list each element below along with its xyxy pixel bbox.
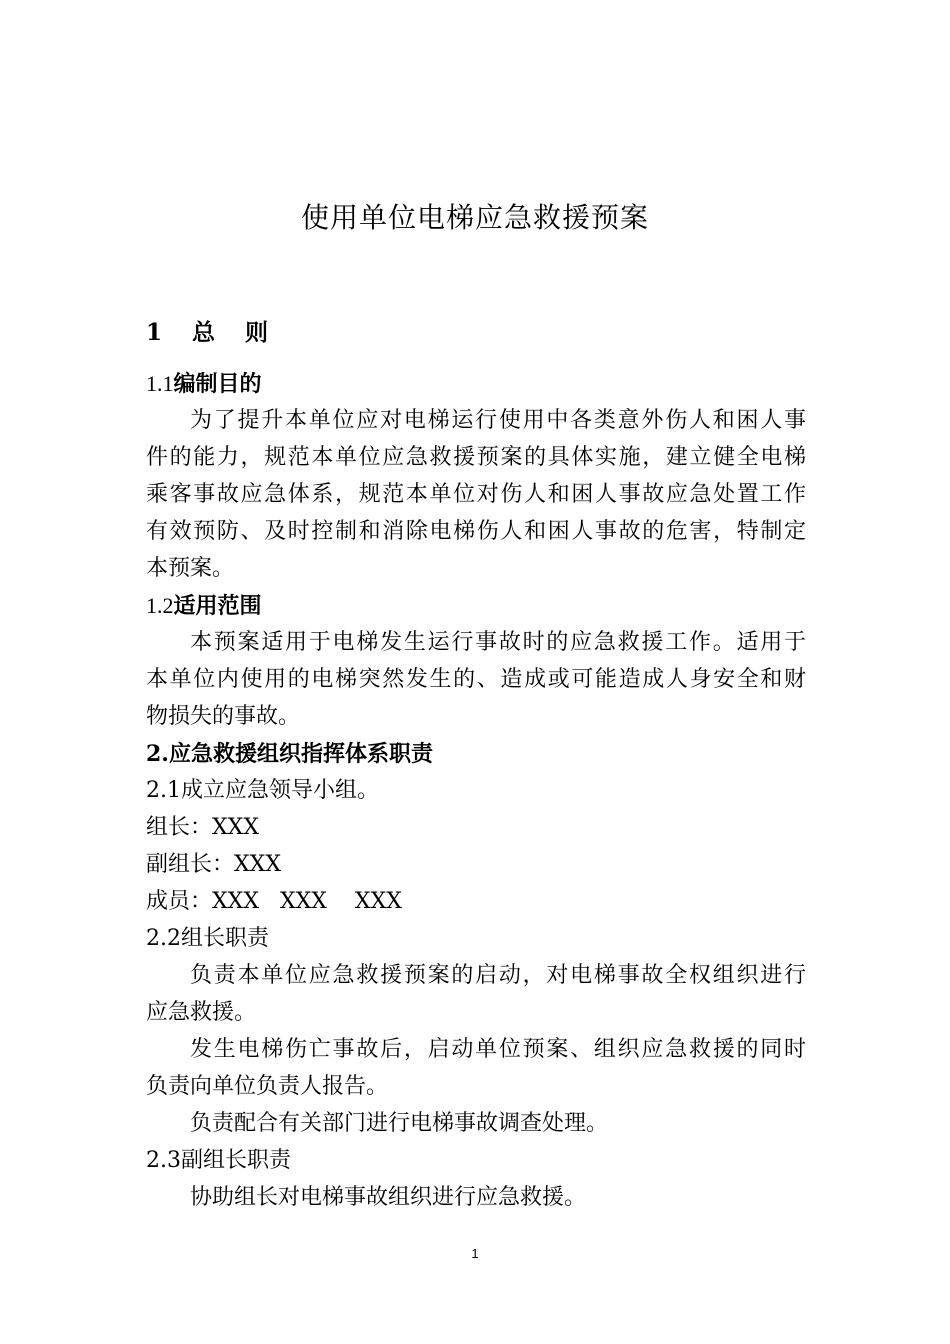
paragraph-line: 应急救援。 [146, 1000, 257, 1025]
section-2-1-heading: 2.1成立应急领导小组。 [146, 778, 379, 803]
paragraph-line: 负责本单位应急救援预案的启动，对电梯事故全权组织进行 [190, 963, 806, 988]
team-members: 成员：XXX XXX XXX [146, 889, 402, 914]
section-1-2-heading [146, 591, 262, 622]
paragraph-line: 本预案。 [146, 556, 235, 581]
section-1-number: 1 [146, 319, 163, 346]
paragraph-line: 本预案适用于电梯发生运行事故时的应急救援工作。适用于 [190, 630, 806, 655]
page-number: 1 [471, 1246, 479, 1261]
section-1-heading [146, 318, 268, 348]
paragraph-line: 物损失的事故。 [146, 704, 301, 729]
paragraph-line: 乘客事故应急体系，规范本单位对伤人和困人事故应急处置工作 [146, 482, 806, 507]
section-2-3-heading: 2.3副组长职责 [146, 1148, 291, 1173]
paragraph-line: 为了提升本单位应对电梯运行使用中各类意外伤人和困人事 [190, 408, 806, 433]
paragraph-line: 负责配合有关部门进行电梯事故调查处理。 [190, 1111, 609, 1136]
paragraph-line: 负责向单位负责人报告。 [146, 1074, 389, 1099]
section-2-2-heading: 2.2组长职责 [146, 926, 269, 951]
section-1-1-heading [146, 369, 262, 400]
paragraph-line: 有效预防、及时控制和消除电梯伤人和困人事故的危害，特制定 [146, 519, 806, 544]
paragraph-line: 发生电梯伤亡事故后，启动单位预案、组织应急救援的同时 [190, 1037, 806, 1062]
document-title: 使用单位电梯应急救援预案 [300, 201, 649, 234]
paragraph-line: 协助组长对电梯事故组织进行应急救援。 [190, 1185, 587, 1210]
section-1-1-title: 编制目的 [173, 371, 262, 397]
section-1-label-b: 则 [245, 319, 269, 346]
team-deputy-leader: 副组长：XXX [146, 852, 281, 877]
paragraph-line: 件的能力，规范本单位应急救援预案的具体实施，建立健全电梯 [146, 445, 806, 470]
team-leader: 组长：XXX [146, 815, 259, 840]
section-2-heading: 2.应急救援组织指挥体系职责 [146, 741, 433, 767]
paragraph-line: 本单位内使用的电梯突然发生的、造成或可能造成人身安全和财 [146, 667, 806, 692]
section-1-2-title: 适用范围 [173, 593, 262, 619]
section-1-1-number: 1.1 [146, 371, 174, 396]
section-1-2-number: 1.2 [146, 593, 174, 618]
section-1-label-a: 总 [192, 319, 216, 346]
